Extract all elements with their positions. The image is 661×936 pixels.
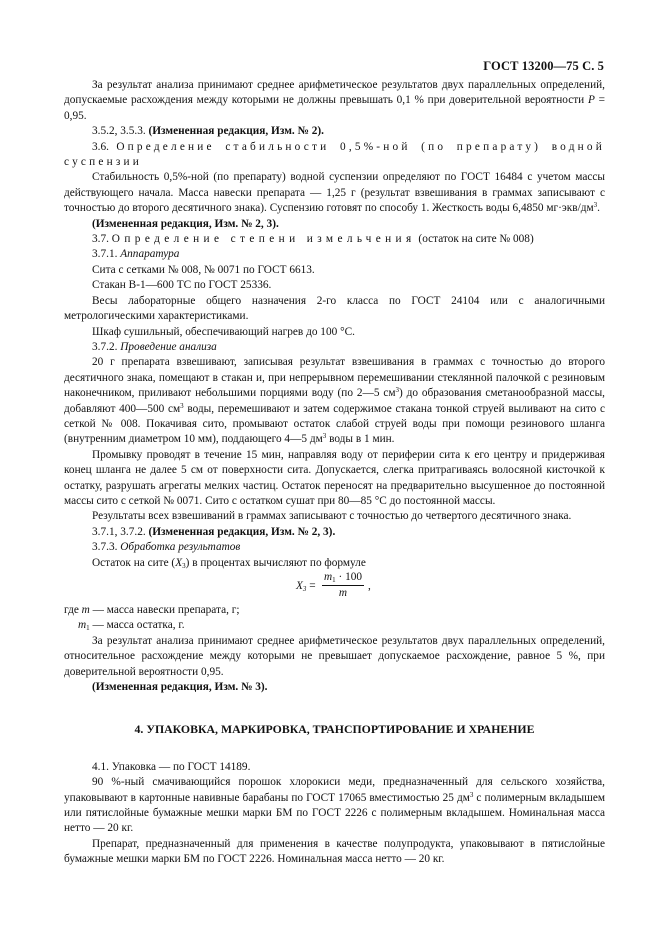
equipment-item: Сита с сетками № 008, № 0071 по ГОСТ 6613. <box>92 263 315 276</box>
clause-number: 3.7.3. <box>92 541 121 554</box>
subscript: 1 <box>86 624 90 633</box>
amendment-label: (Измененная редакция, Изм. № 2). <box>148 125 324 138</box>
text: = 0,95. <box>64 94 605 122</box>
text: воды в 1 мин. <box>326 433 395 446</box>
paragraph-washing: Промывку проводят в течение 15 мин, направляя воду от периферии сита к его центру и придерживая конец шланга не далее 5 см от поверхности сита. Допускается, слегка притрагиваясь волосяной кисточкой к остатку, разрушать агрегаты мелких частиц. Остаток переносят на предварительно высушенное до постоянной массы сито с сеткой № 0071. Сито с остатком сушат при 80—85 °С до постоянной массы. <box>64 448 605 507</box>
superscript: 3 <box>469 790 474 799</box>
subscript: 1 <box>332 576 336 584</box>
clause-title: Определение стабильности 0,5%-ной (по препарату) водной суспензии <box>64 140 605 169</box>
equals-sign: = <box>306 580 316 592</box>
clause-heading-3-7-2 <box>64 340 605 355</box>
paragraph-procedure <box>64 355 605 447</box>
formula-x3 <box>64 571 605 603</box>
superscript: 3 <box>395 386 399 395</box>
text: 90 %-ный смачивающийся порошок хлорокиси меди, предназначенный для сельского хозяйства, упаковывают в картонные навивные барабаны по ГОСТ 17065 вместимостью 25 дм <box>64 776 605 804</box>
paragraph-packaging-semiproduct: Препарат, предназначенный для применения в качестве полупродукта, упаковывают в пятислойные бумажные мешки марки БМ по ГОСТ 2226. Номинальная масса нетто — 20 кг. <box>64 837 605 866</box>
var-x: X <box>296 580 303 592</box>
clause-number: 3.7.2. <box>92 340 121 353</box>
text: Стабильность 0,5%-ной (по препарату) водной суспензии определяют по ГОСТ 16484 с учетом массы действующего начала. Масса навески препарата — 1,25 г (результат взвешивания в граммах записывают с точностью до второго десятичного знака). Суспензию готовят по способу 1. Жесткость воды 6,4850 мг·экв/дм <box>64 171 605 215</box>
clause-ref: 3.5.2, 3.5.3. <box>92 125 149 138</box>
clause-number: 3.7.1. <box>92 248 121 261</box>
text: где <box>64 604 82 616</box>
text: · 100 <box>335 571 363 583</box>
clause-heading-3-6 <box>64 140 605 171</box>
equipment-item: Стакан В-1—600 ТС по ГОСТ 25336. <box>92 279 272 292</box>
clause-heading-3-7-1 <box>64 247 605 262</box>
section-heading-4: 4. УПАКОВКА, МАРКИРОВКА, ТРАНСПОРТИРОВАНИЕ И ХРАНЕНИЕ <box>134 722 535 737</box>
text: ) до образования сметанообразной массы, добавляют 400—500 см <box>64 387 605 415</box>
document-body <box>64 78 605 868</box>
formula-lhs <box>296 579 316 594</box>
text: . <box>597 202 600 215</box>
subscript: 3 <box>182 561 186 570</box>
paragraph-stability <box>64 170 605 216</box>
text: воды, перемешивают и затем содержимое стакана тонкой струей выливают на сито с сеткой № 008. Покачивая сито, промывают остаток слабой струей воды при помощи резинового шланга (внутренним диаметром 10 мм), поддающего 4—5 дм <box>64 402 606 446</box>
fraction-numerator <box>322 571 364 586</box>
amendment-note <box>64 525 605 540</box>
clause-title: Аппаратура <box>120 248 180 261</box>
amendment-label: (Измененная редакция, Изм. № 3). <box>92 681 268 694</box>
clause-title: Обработка результатов <box>120 541 241 554</box>
var-m: m <box>323 571 333 583</box>
clause-ref: 3.7.1, 3.7.2. <box>92 525 149 538</box>
paragraph-packaging: 4.1. Упаковка — по ГОСТ 14189. <box>92 760 251 773</box>
equipment-item: Шкаф сушильный, обеспечивающий нагрев до 100 °С. <box>92 325 355 338</box>
var-m: m <box>78 619 87 632</box>
paragraph-packaging-agri <box>64 775 605 837</box>
text: — масса навески препарата, г; <box>89 604 240 616</box>
formula-fraction <box>322 571 364 600</box>
running-header: ГОСТ 13200—75 С. 5 <box>483 59 604 73</box>
clause-title: Определение степени измельчения <box>111 233 416 246</box>
equipment-item: Весы лабораторные общего назначения 2-го класса по ГОСТ 24104 или с аналогичными метрологическими характеристиками. <box>64 294 605 323</box>
amendment-note <box>64 124 605 139</box>
legend-line <box>64 618 605 633</box>
text: ) в процентах вычисляют по формуле <box>185 556 366 569</box>
formula-comma: , <box>368 580 371 592</box>
clause-heading-3-7-3 <box>64 540 605 555</box>
legend-line <box>64 603 605 618</box>
text: с полимерным вкладышем или пятислойные бумажные мешки марки БМ по ГОСТ 2226 с полимерным вкладышем. Номинальная масса нетто — 20 кг. <box>64 791 605 835</box>
clause-number: 3.7. <box>92 233 112 246</box>
paragraph-result-stat-2: За результат анализа принимают среднее арифметическое результатов двух параллельных определений, относительное расхождение между которыми не превышает допускаемое расхождение, равное 5 %, при доверительной вероятности 0,95. <box>64 634 605 678</box>
superscript: 3 <box>593 201 598 210</box>
clause-title-note: (остаток на сите № 008) <box>415 233 534 246</box>
fraction-denominator: m <box>338 587 348 599</box>
text: 20 г препарата взвешивают, записывая результат взвешивания в граммах с точностью до второго десятичного знака, помещают в стакан и, при непрерывном перемешивании стеклянной палочкой с резиновым наконечником, приливают небольшими порциями воду (по 2—5 см <box>64 356 605 400</box>
clause-number: 3.6. <box>92 140 117 153</box>
superscript: 3 <box>180 401 184 410</box>
clause-title: Проведение анализа <box>120 340 217 353</box>
var-x: X <box>175 556 183 569</box>
paragraph-formula-intro <box>64 556 605 571</box>
var-m: m <box>81 604 90 616</box>
amendment-label: (Измененная редакция, Изм. № 2, 3). <box>92 217 279 230</box>
amendment-label: (Измененная редакция, Изм. № 2, 3). <box>148 525 336 538</box>
paragraph-weighing: Результаты всех взвешиваний в граммах записывают с точностью до четвертого десятичного знака. <box>92 510 572 523</box>
amendment-note <box>64 680 605 695</box>
superscript: 3 <box>322 432 327 441</box>
var-p: P <box>587 94 595 107</box>
paragraph-result-stat <box>64 78 605 124</box>
text: — масса остатка, г. <box>89 619 185 632</box>
clause-heading-3-7 <box>64 232 605 247</box>
text: Остаток на сите ( <box>92 556 176 569</box>
amendment-note <box>64 217 605 232</box>
text: За результат анализа принимают среднее арифметическое результатов двух параллельных определений, допускаемые расхождения между которыми не должны превышать 0,1 % при доверительной вероятности <box>64 79 605 107</box>
subscript: 3 <box>302 585 307 593</box>
